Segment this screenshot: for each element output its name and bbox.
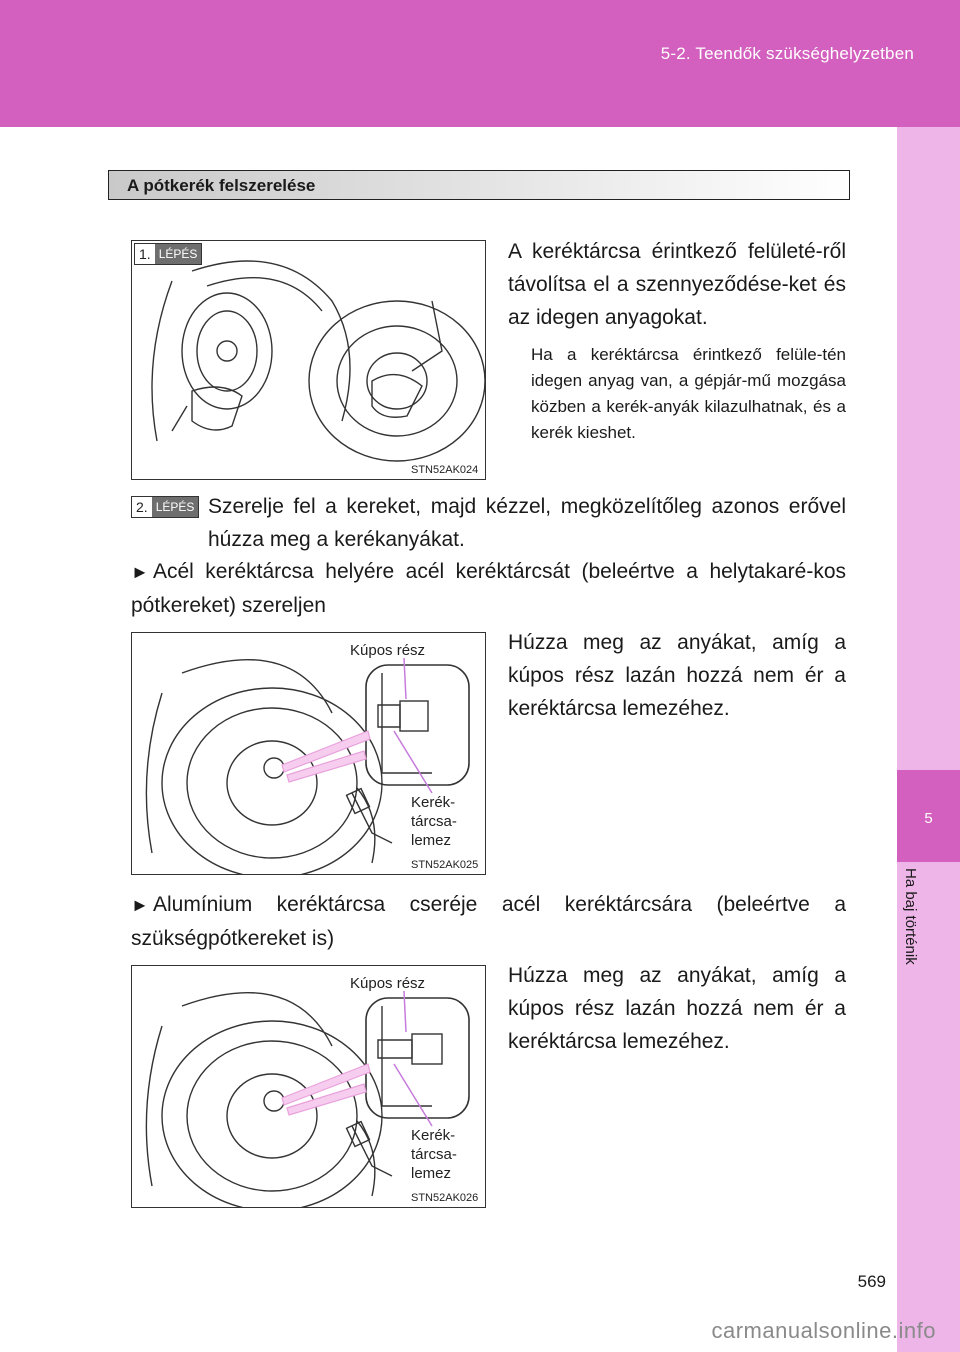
steel-text: Húzza meg az anyákat, amíg a kúpos rész lazán hozzá nem ér a keréktárcsa lemezéhez. xyxy=(508,631,846,720)
side-strip xyxy=(897,127,960,1352)
figure-code: STN52AK024 xyxy=(411,464,479,476)
alu-bullet-text: Alumínium keréktárcsa cseréje acél keréktárcsára (beleértve a szükségpótkereket is) xyxy=(131,893,846,950)
step2-number: 2. xyxy=(136,499,148,515)
steel-bullet-text: Acél keréktárcsa helyére acél keréktárcsát (beleértve a helytakaré-kos pótkereket) szereljen xyxy=(131,560,846,617)
section-title: 5-2. Teendők szükséghelyzetben xyxy=(660,44,914,63)
page-number: 569 xyxy=(857,1272,886,1291)
step1-text: A keréktárcsa érintkező felületé-ről távolítsa el a szennyeződése-ket és az idegen anyagokat. xyxy=(508,240,846,329)
step2-text: Szerelje fel a kereket, majd kézzel, megközelítőleg azonos erővel húzza meg a kerékanyákat. xyxy=(208,495,846,551)
chapter-tab[interactable] xyxy=(897,770,960,862)
step1-number: 1. xyxy=(139,246,151,262)
section-heading-text: A pótkerék felszerelése xyxy=(127,176,316,195)
figure-clean-hub xyxy=(131,240,486,480)
callout-plate: Kerék- tárcsa- lemez xyxy=(411,794,457,849)
section-heading xyxy=(108,170,850,200)
step2-badge xyxy=(131,496,199,518)
chapter-label-text: Ha baj történik xyxy=(902,868,919,965)
callout-cone: Kúpos rész xyxy=(350,642,426,659)
alu-bullet xyxy=(131,888,846,955)
step1-note: Ha a keréktárcsa érintkező felüle-tén idegen anyag van, a gépjár-mű mozgása közben a kerék-anyák kilazulhatnak, és a kerék kieshet. xyxy=(531,345,846,442)
bullet-arrow-icon: ► xyxy=(131,562,149,582)
alu-text: Húzza meg az anyákat, amíg a kúpos rész lazán hozzá nem ér a keréktárcsa lemezéhez. xyxy=(508,964,846,1053)
step2-word: LÉPÉS xyxy=(152,497,199,517)
figure-code: STN52AK025 xyxy=(411,859,479,871)
callout-plate: Kerék- tárcsa- lemez xyxy=(411,1127,457,1182)
step1-badge xyxy=(134,243,202,265)
callout-cone: Kúpos rész xyxy=(350,975,426,992)
chapter-number: 5 xyxy=(924,810,933,827)
chapter-label xyxy=(897,862,960,1002)
watermark: carmanualsonline.info xyxy=(711,1318,936,1343)
steel-bullet xyxy=(131,555,846,622)
figure-alu-nut xyxy=(131,965,486,1208)
bullet-arrow-icon: ► xyxy=(131,895,149,915)
page-header xyxy=(0,0,960,127)
figure-steel-nut xyxy=(131,632,486,875)
hub-cleaning-illustration xyxy=(132,241,486,480)
figure-code: STN52AK026 xyxy=(411,1192,479,1204)
step1-word: LÉPÉS xyxy=(155,244,202,264)
